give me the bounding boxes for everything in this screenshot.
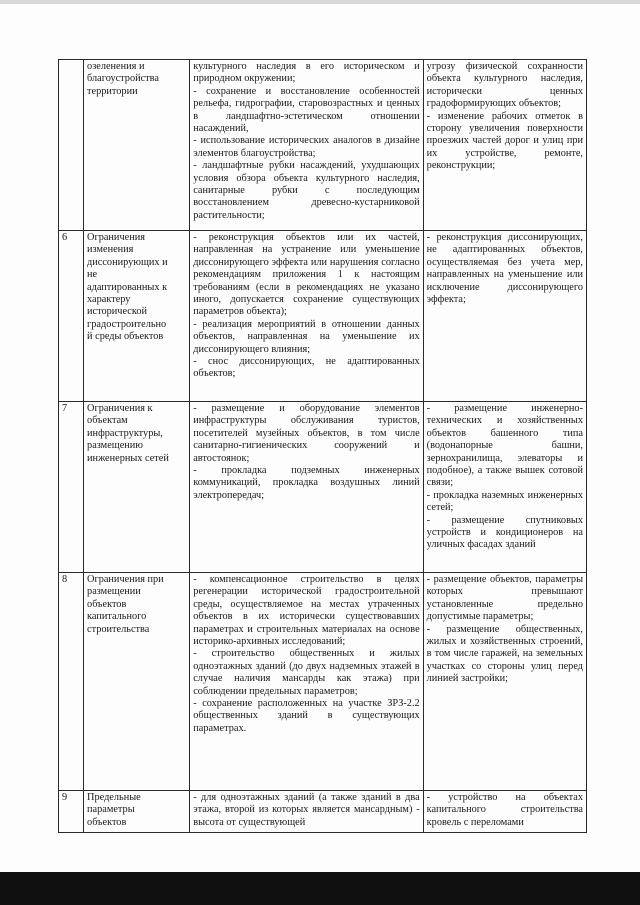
- text-paragraph: угрозу физической сохранности объекта культурного наследия, исторически ценных градоформирующих объектов;: [426, 61, 586, 110]
- name-line: строительства: [87, 623, 150, 635]
- row-number: 7: [59, 402, 84, 573]
- text-paragraph: - изменение рабочих отметок в сторону увеличения поверхности проезжих частей дорог и улиц при их устройстве, ремонте, реконструкции;: [426, 110, 586, 172]
- restriction-name: [84, 60, 190, 231]
- prohibited-actions: [423, 402, 586, 573]
- text-paragraph: - прокладка подземных инженерных коммуникаций, прокладка воздушных линий электропередач;: [193, 465, 423, 501]
- prohibited-actions: [423, 231, 586, 402]
- name-line: территории: [87, 85, 138, 97]
- text-paragraph: - размещение спутниковых устройств и кондиционеров на уличных фасадах зданий: [426, 514, 586, 551]
- name-line: размещению: [87, 440, 143, 452]
- text-paragraph: - размещение и оборудование элементов инфраструктуры обслуживания туристов, посетителей музейных объектов, в том числе санитарно-гигиенических сооружений и автостоянок;: [193, 403, 423, 464]
- row-number: [59, 60, 84, 231]
- name-line: озеленения и: [87, 61, 145, 72]
- restriction-name: [84, 402, 190, 573]
- name-line: диссонирующих и: [87, 256, 168, 268]
- name-line: характеру: [87, 294, 131, 306]
- name-line: Ограничения к: [87, 403, 153, 414]
- table-row: [59, 60, 587, 231]
- text-paragraph: - реконструкция объектов или их частей, направленная на устранение или уменьшение диссонирующего эффекта или нарушения согласно рекомендациям приложения 1 к настоящим требованиям (если в рекомендациях не указано иного, допускается сохранение существующих параметров объекта);: [193, 232, 423, 318]
- name-line: градостроительно: [87, 318, 167, 330]
- text-paragraph: - прокладка наземных инженерных сетей;: [426, 489, 586, 514]
- allowed-actions: [190, 60, 423, 231]
- name-line: адаптированных к: [87, 281, 168, 293]
- allowed-actions: [190, 573, 423, 791]
- table-row: [59, 573, 587, 791]
- prohibited-actions: [423, 60, 586, 231]
- scan-bottom-edge: [0, 872, 640, 905]
- row-number: 8: [59, 573, 84, 791]
- name-line: Предельные: [87, 792, 141, 803]
- prohibited-actions: [423, 791, 586, 833]
- restriction-name: [84, 573, 190, 791]
- name-line: инфраструктуры,: [87, 427, 163, 439]
- name-line: не: [87, 269, 98, 281]
- text-paragraph: - использование исторических аналогов в дизайне элементов благоустройства;: [193, 135, 423, 159]
- name-line: объектов: [87, 598, 127, 610]
- text-paragraph: культурного наследия в его историческом и природном окружении;: [193, 61, 423, 85]
- name-line: параметры: [87, 804, 135, 816]
- text-paragraph: - сохранение и восстановление особенностей рельефа, гидрографии, старовозрастных и ценных в ландшафтно-эстетическом отношении насаждений,: [193, 85, 423, 135]
- name-line: объектов: [87, 816, 127, 828]
- name-line: благоустройства: [87, 73, 159, 85]
- restriction-name: [84, 231, 190, 402]
- name-line: размещении: [87, 586, 141, 598]
- table-row: [59, 231, 587, 402]
- name-line: Ограничения при: [87, 574, 164, 585]
- text-paragraph: - компенсационное строительство в целях регенерации исторической градостроительной среды, осуществляемое на местах утраченных объектов в их исторически существовавших параметрах и строительных материалах на основе историко-архивных исследований;: [193, 574, 423, 648]
- prohibited-actions: [423, 573, 586, 791]
- name-line: исторической: [87, 306, 148, 318]
- name-line: й среды объектов: [87, 331, 164, 343]
- name-line: изменения: [87, 244, 134, 256]
- text-paragraph: - снос диссонирующих, не адаптированных объектов;: [193, 356, 423, 380]
- name-line: Ограничения: [87, 232, 145, 243]
- text-paragraph: - сохранение расположенных на участке ЗРЗ-2.2 общественных зданий в существующих параметрах.: [193, 698, 423, 734]
- allowed-actions: [190, 402, 423, 573]
- name-line: объектам: [87, 415, 128, 427]
- restriction-name: [84, 791, 190, 833]
- table-row: [59, 402, 587, 573]
- text-paragraph: - реконструкция диссонирующих, не адаптированных объектов, осуществляемая без учета мер, направленных на уменьшение или исключение диссонирующего эффекта;: [426, 232, 586, 306]
- scan-top-edge: [0, 0, 640, 4]
- name-line: инженерных сетей: [87, 452, 169, 464]
- text-paragraph: - строительство общественных и жилых одноэтажных зданий (до двух надземных этажей в случае наличия мансарды как этажа) при соблюдении предельных параметров;: [193, 648, 423, 697]
- text-paragraph: - размещение инженерно-технических и хозяйственных объектов башенного типа (водонапорные башни, зернохранилища, элеваторы и подобное), а также вышек сотовой связи;: [426, 403, 586, 489]
- text-paragraph: - ландшафтные рубки насаждений, ухудшающих условия обзора объекта культурного наследия, санитарные рубки с последующим восстановлением древесно-кустарниковой растительности;: [193, 160, 423, 221]
- text-paragraph: - размещение объектов, параметры которых превышают установленные предельно допустимые параметры;: [426, 574, 586, 623]
- row-number: 9: [59, 791, 84, 833]
- table-row: [59, 791, 587, 833]
- text-paragraph: - реализация мероприятий в отношении данных объектов, направленная на уменьшение их диссонирующего влияния;: [193, 318, 423, 355]
- row-number: 6: [59, 231, 84, 402]
- text-paragraph: - размещение общественных, жилых и хозяйственных строений, в том числе гаражей, на земельных участках со стороны улиц перед линией застройки;: [426, 623, 586, 685]
- text-paragraph: - для одноэтажных зданий (а также зданий в два этажа, второй из которых является мансардным) - высота от существующей: [193, 792, 423, 828]
- allowed-actions: [190, 791, 423, 833]
- allowed-actions: [190, 231, 423, 402]
- name-line: капитального: [87, 611, 147, 623]
- restrictions-table: [58, 59, 587, 833]
- text-paragraph: - устройство на объектах капитального строительства кровель с переломами: [426, 792, 586, 828]
